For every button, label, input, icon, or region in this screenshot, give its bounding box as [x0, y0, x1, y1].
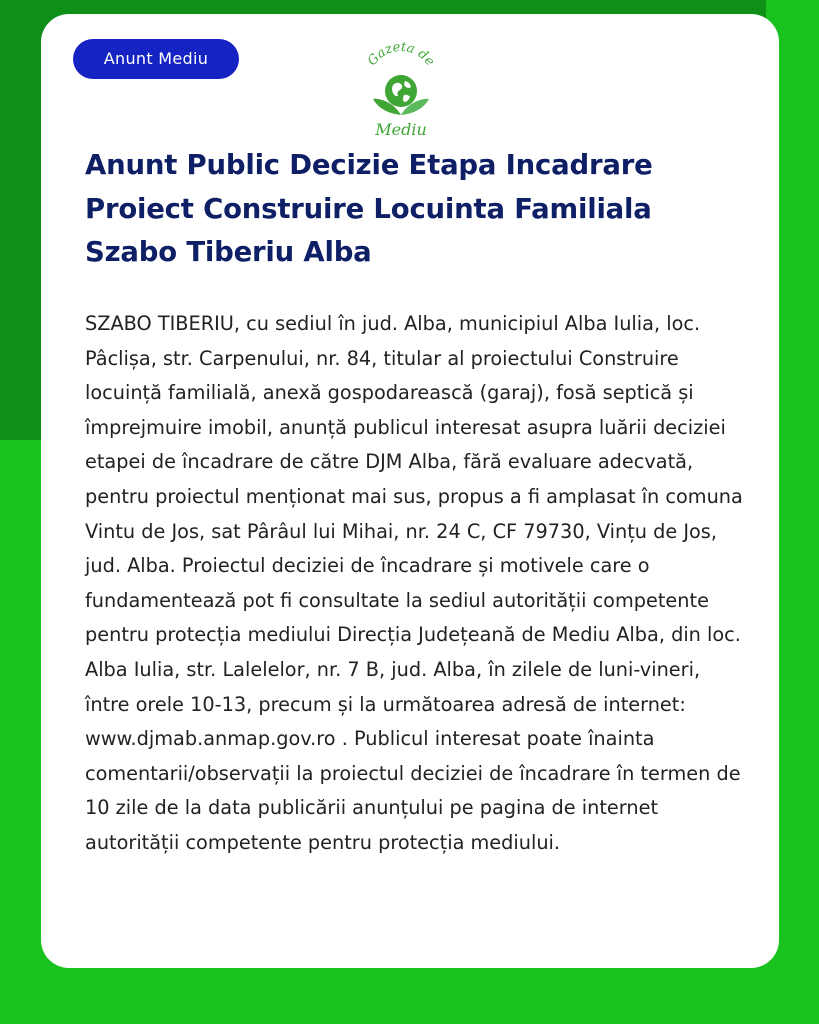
logo-top-text: Gazeta de — [364, 41, 438, 69]
svg-text:Gazeta de — [365, 41, 438, 69]
logo-bottom-text: Mediu — [375, 120, 427, 139]
announcement-card — [41, 14, 779, 968]
category-badge[interactable]: Anunt Mediu — [73, 39, 239, 79]
announcement-title: Anunt Public Decizie Etapa Incadrare Proiect Construire Locuinta Familiala Szabo Tiberiu Alba — [85, 149, 653, 268]
announcement-body: SZABO TIBERIU, cu sediul în jud. Alba, municipiul Alba Iulia, loc. Pâclișa, str. Carpenului, nr. 84, titular al proiectului Construire locuință familială, anexă gospodarească (garaj), fosă septică și împrejmuire imobil, anunță publicul interesat asupra luării deciziei etapei de încadrare de către DJM Alba, fără evaluare adecvată, pentru proiectul menționat mai sus, propus a fi amplasat în comuna Vintu de Jos, sat Pârâul lui Mihai, nr. 24 C, CF 79730, Vințu de Jos, jud. Alba. Proiectul deciziei de încadrare și motivele care o fundamentează pot fi consultate la sediul autorității competente pentru protecția mediului Direcția Județeană de Mediu Alba, din loc. Alba Iulia, str. Lalelelor, nr. 7 B, jud. Alba, în zilele de luni-vineri, între orele 10-13, precum și la următoarea adresă de internet: www.djmab.anmap.gov.ro . Publicul interesat poate înainta comentarii/observații la proiectul deciziei de încadrare în termen de 10 zile de la data publicării anunțului pe pagina de internet autorității competente pentru protecția mediului. — [85, 312, 743, 854]
gazeta-de-mediu-logo — [359, 41, 443, 141]
